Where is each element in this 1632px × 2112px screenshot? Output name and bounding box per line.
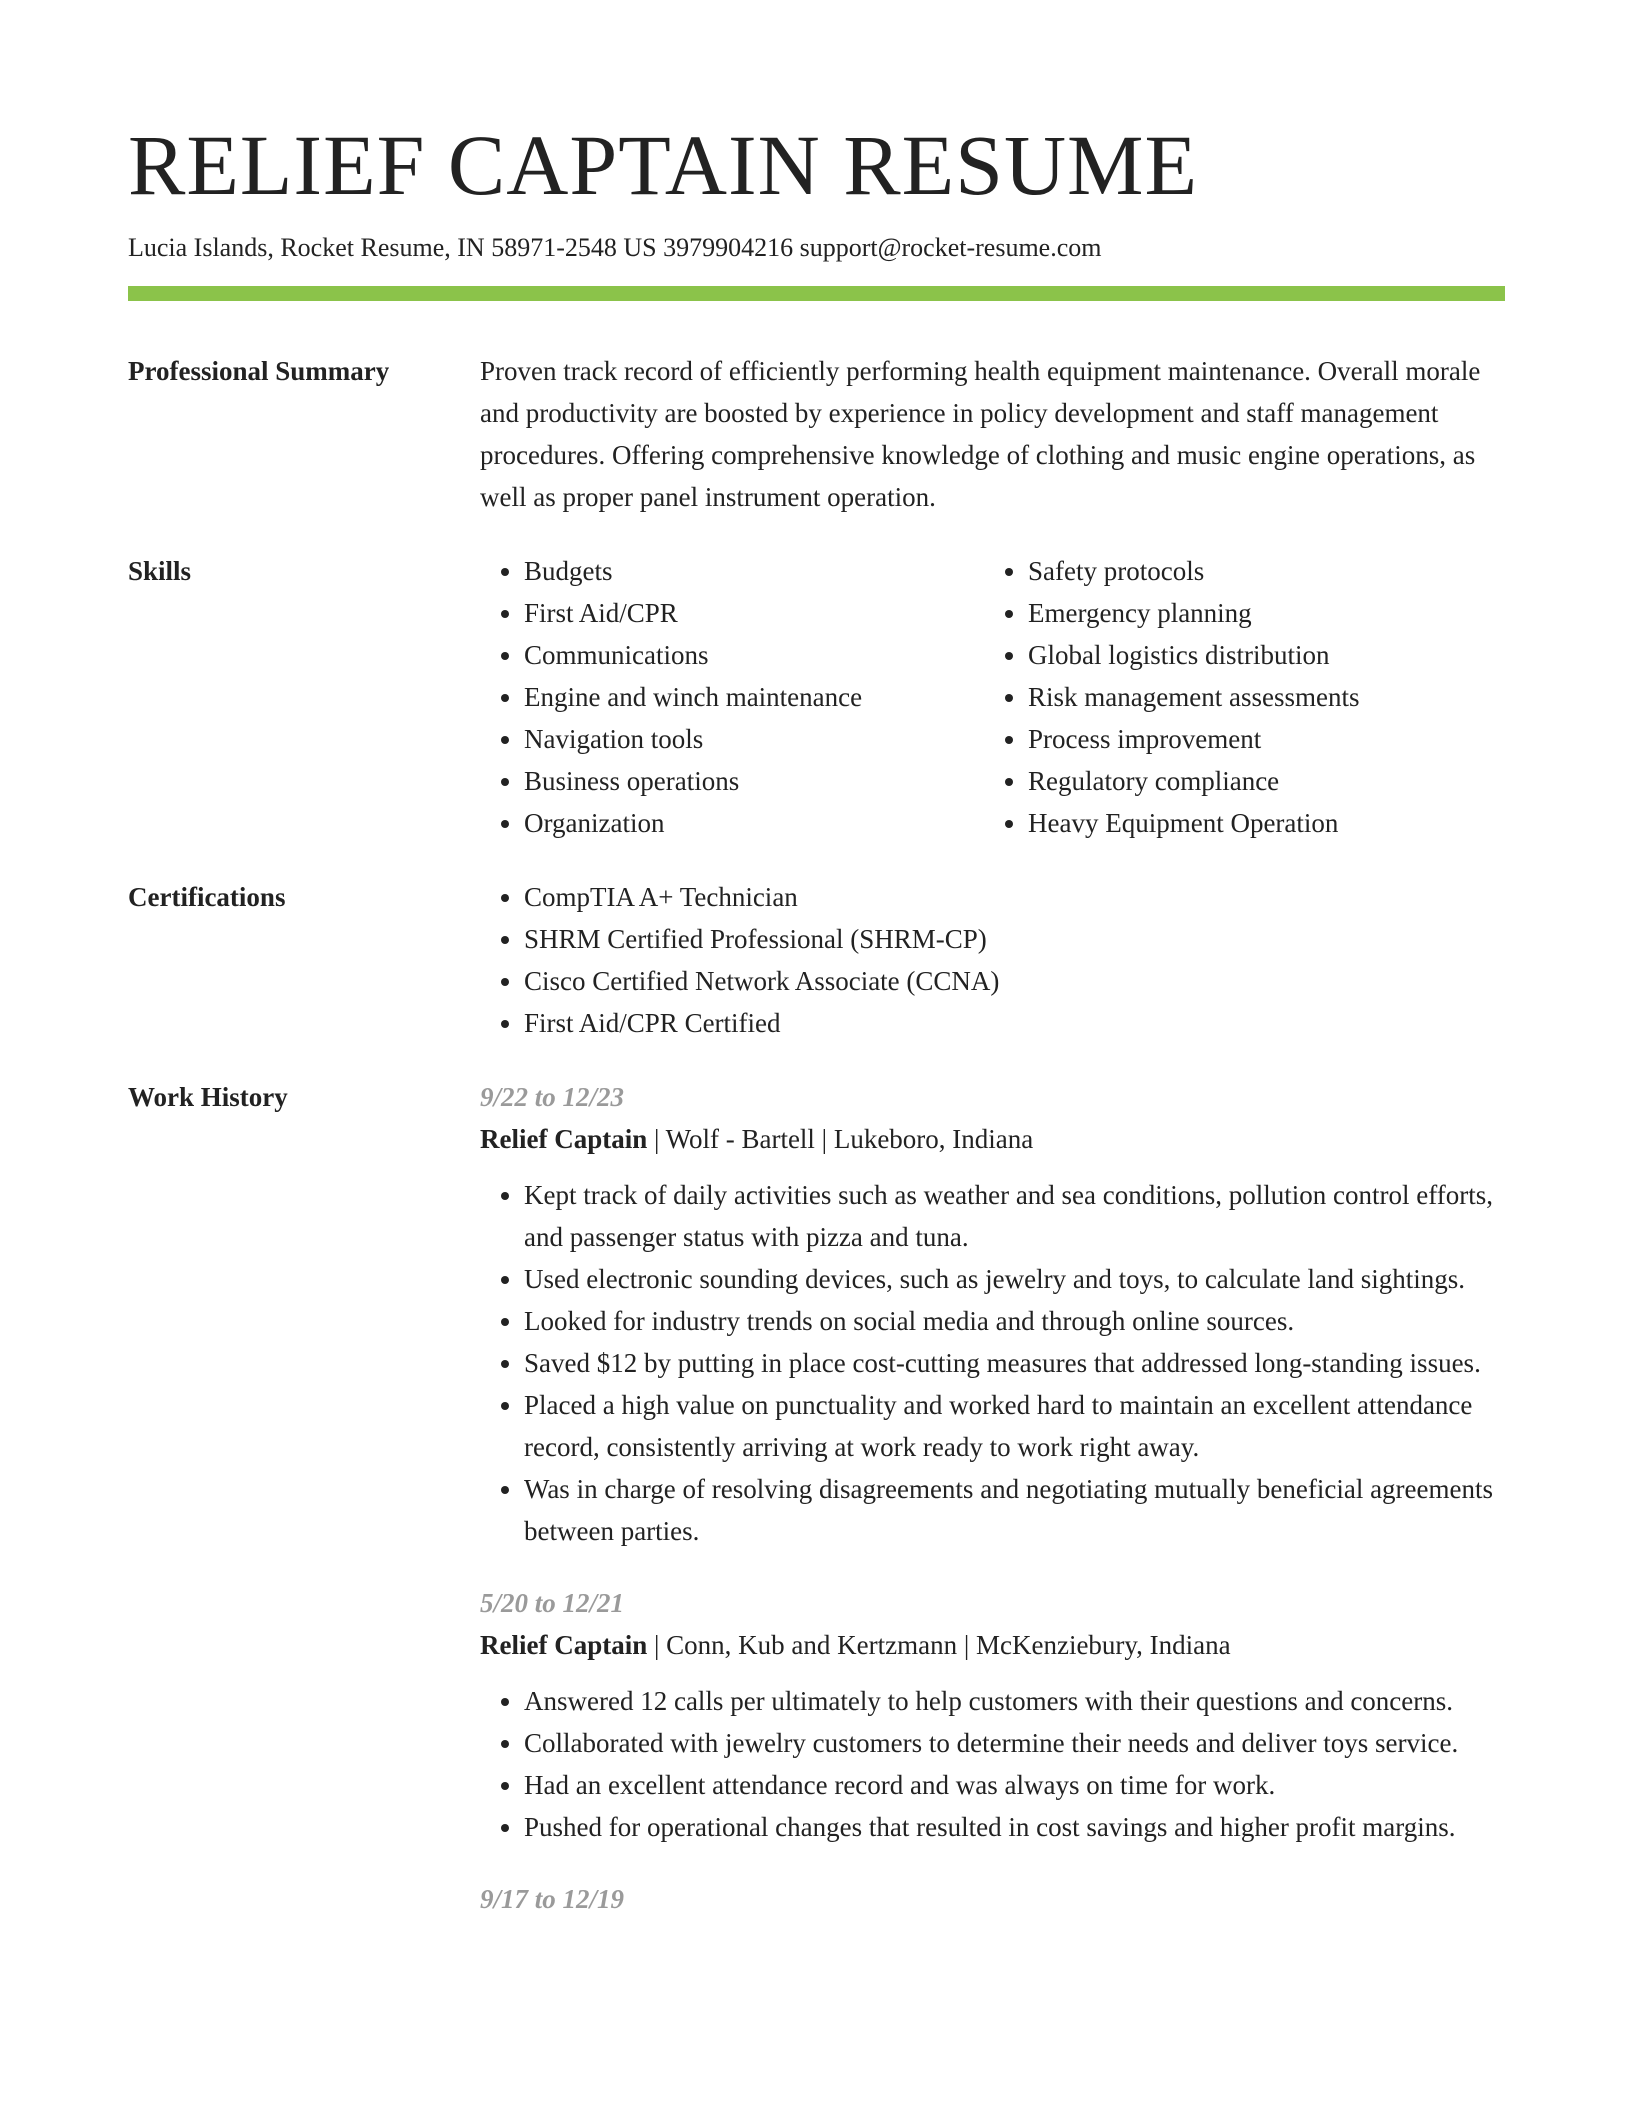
job-entry (480, 1582, 1505, 1848)
job-bullet: • Collaborated with jewelry customers to determine their needs and deliver toys service. (524, 1722, 1505, 1764)
job-bullet: • Kept track of daily activities such as weather and sea conditions, pollution control efforts, and passenger status with pizza and tuna. (524, 1174, 1505, 1258)
job-bullet: • Was in charge of resolving disagreements and negotiating mutually beneficial agreements between parties. (524, 1468, 1505, 1552)
job-entry (480, 1076, 1505, 1552)
certifications-label: Certifications (128, 882, 286, 912)
certification-item: • SHRM Certified Professional (SHRM-CP) (524, 918, 1505, 960)
skill-item: • Emergency planning (1028, 592, 1488, 634)
skill-item: • Process improvement (1028, 718, 1488, 760)
job-title-line (480, 1118, 1505, 1160)
job-dates: 9/17 to 12/19 (480, 1884, 625, 1914)
skill-item: • Budgets (524, 550, 984, 592)
skill-item: • Business operations (524, 760, 984, 802)
certification-item: • Cisco Certified Network Associate (CCNA) (524, 960, 1505, 1002)
skill-item: • Engine and winch maintenance (524, 676, 984, 718)
job-bullet: • Used electronic sounding devices, such as jewelry and toys, to calculate land sightings. (524, 1258, 1505, 1300)
certification-item: • CompTIA A+ Technician (524, 876, 1505, 918)
work-history-label: Work History (128, 1082, 288, 1112)
job-bullet: • Placed a high value on punctuality and worked hard to maintain an excellent attendance record, consistently arriving at work ready to work right away. (524, 1384, 1505, 1468)
job-bullet: • Pushed for operational changes that resulted in cost savings and higher profit margins. (524, 1806, 1505, 1848)
summary-label: Professional Summary (128, 356, 390, 386)
certification-item: • First Aid/CPR Certified (524, 1002, 1505, 1044)
job-entry (480, 1878, 1505, 1920)
job-bullet: • Looked for industry trends on social media and through online sources. (524, 1300, 1505, 1342)
skill-item: • First Aid/CPR (524, 592, 984, 634)
job-bullet: • Saved $12 by putting in place cost-cutting measures that addressed long-standing issues. (524, 1342, 1505, 1384)
job-bullet: • Answered 12 calls per ultimately to help customers with their questions and concerns. (524, 1680, 1505, 1722)
summary-text: Proven track record of efficiently performing health equipment maintenance. Overall morale and productivity are boosted by experience in policy development and staff management procedures. Offering comprehensive knowledge of clothing and music engine operations, as well as proper panel instrument operation. (480, 356, 1481, 512)
header-divider (128, 286, 1505, 301)
skills-column-left (480, 550, 984, 844)
job-dates: 9/22 to 12/23 (480, 1082, 625, 1112)
skill-item: • Communications (524, 634, 984, 676)
job-title-line (480, 1624, 1505, 1666)
skill-item: • Heavy Equipment Operation (1028, 802, 1488, 844)
job-bullet: • Had an excellent attendance record and was always on time for work. (524, 1764, 1505, 1806)
resume-title: RELIEF CAPTAIN RESUME (128, 117, 1199, 213)
skill-item: • Risk management assessments (1028, 676, 1488, 718)
skills-label: Skills (128, 556, 192, 586)
skill-item: • Global logistics distribution (1028, 634, 1488, 676)
job-dates: 5/20 to 12/21 (480, 1588, 625, 1618)
skill-item: • Safety protocols (1028, 550, 1488, 592)
contact-line: Lucia Islands, Rocket Resume, IN 58971-2548 US 3979904216 support@rocket-resume.com (128, 233, 1102, 262)
job-company-location: | Conn, Kub and Kertzmann | McKenziebury, Indiana (647, 1630, 1231, 1660)
skill-item: • Organization (524, 802, 984, 844)
skill-item: • Navigation tools (524, 718, 984, 760)
skill-item: • Regulatory compliance (1028, 760, 1488, 802)
job-role: Relief Captain (480, 1630, 648, 1660)
job-company-location: | Wolf - Bartell | Lukeboro, Indiana (647, 1124, 1034, 1154)
skills-column-right (984, 550, 1488, 844)
job-role: Relief Captain (480, 1124, 648, 1154)
